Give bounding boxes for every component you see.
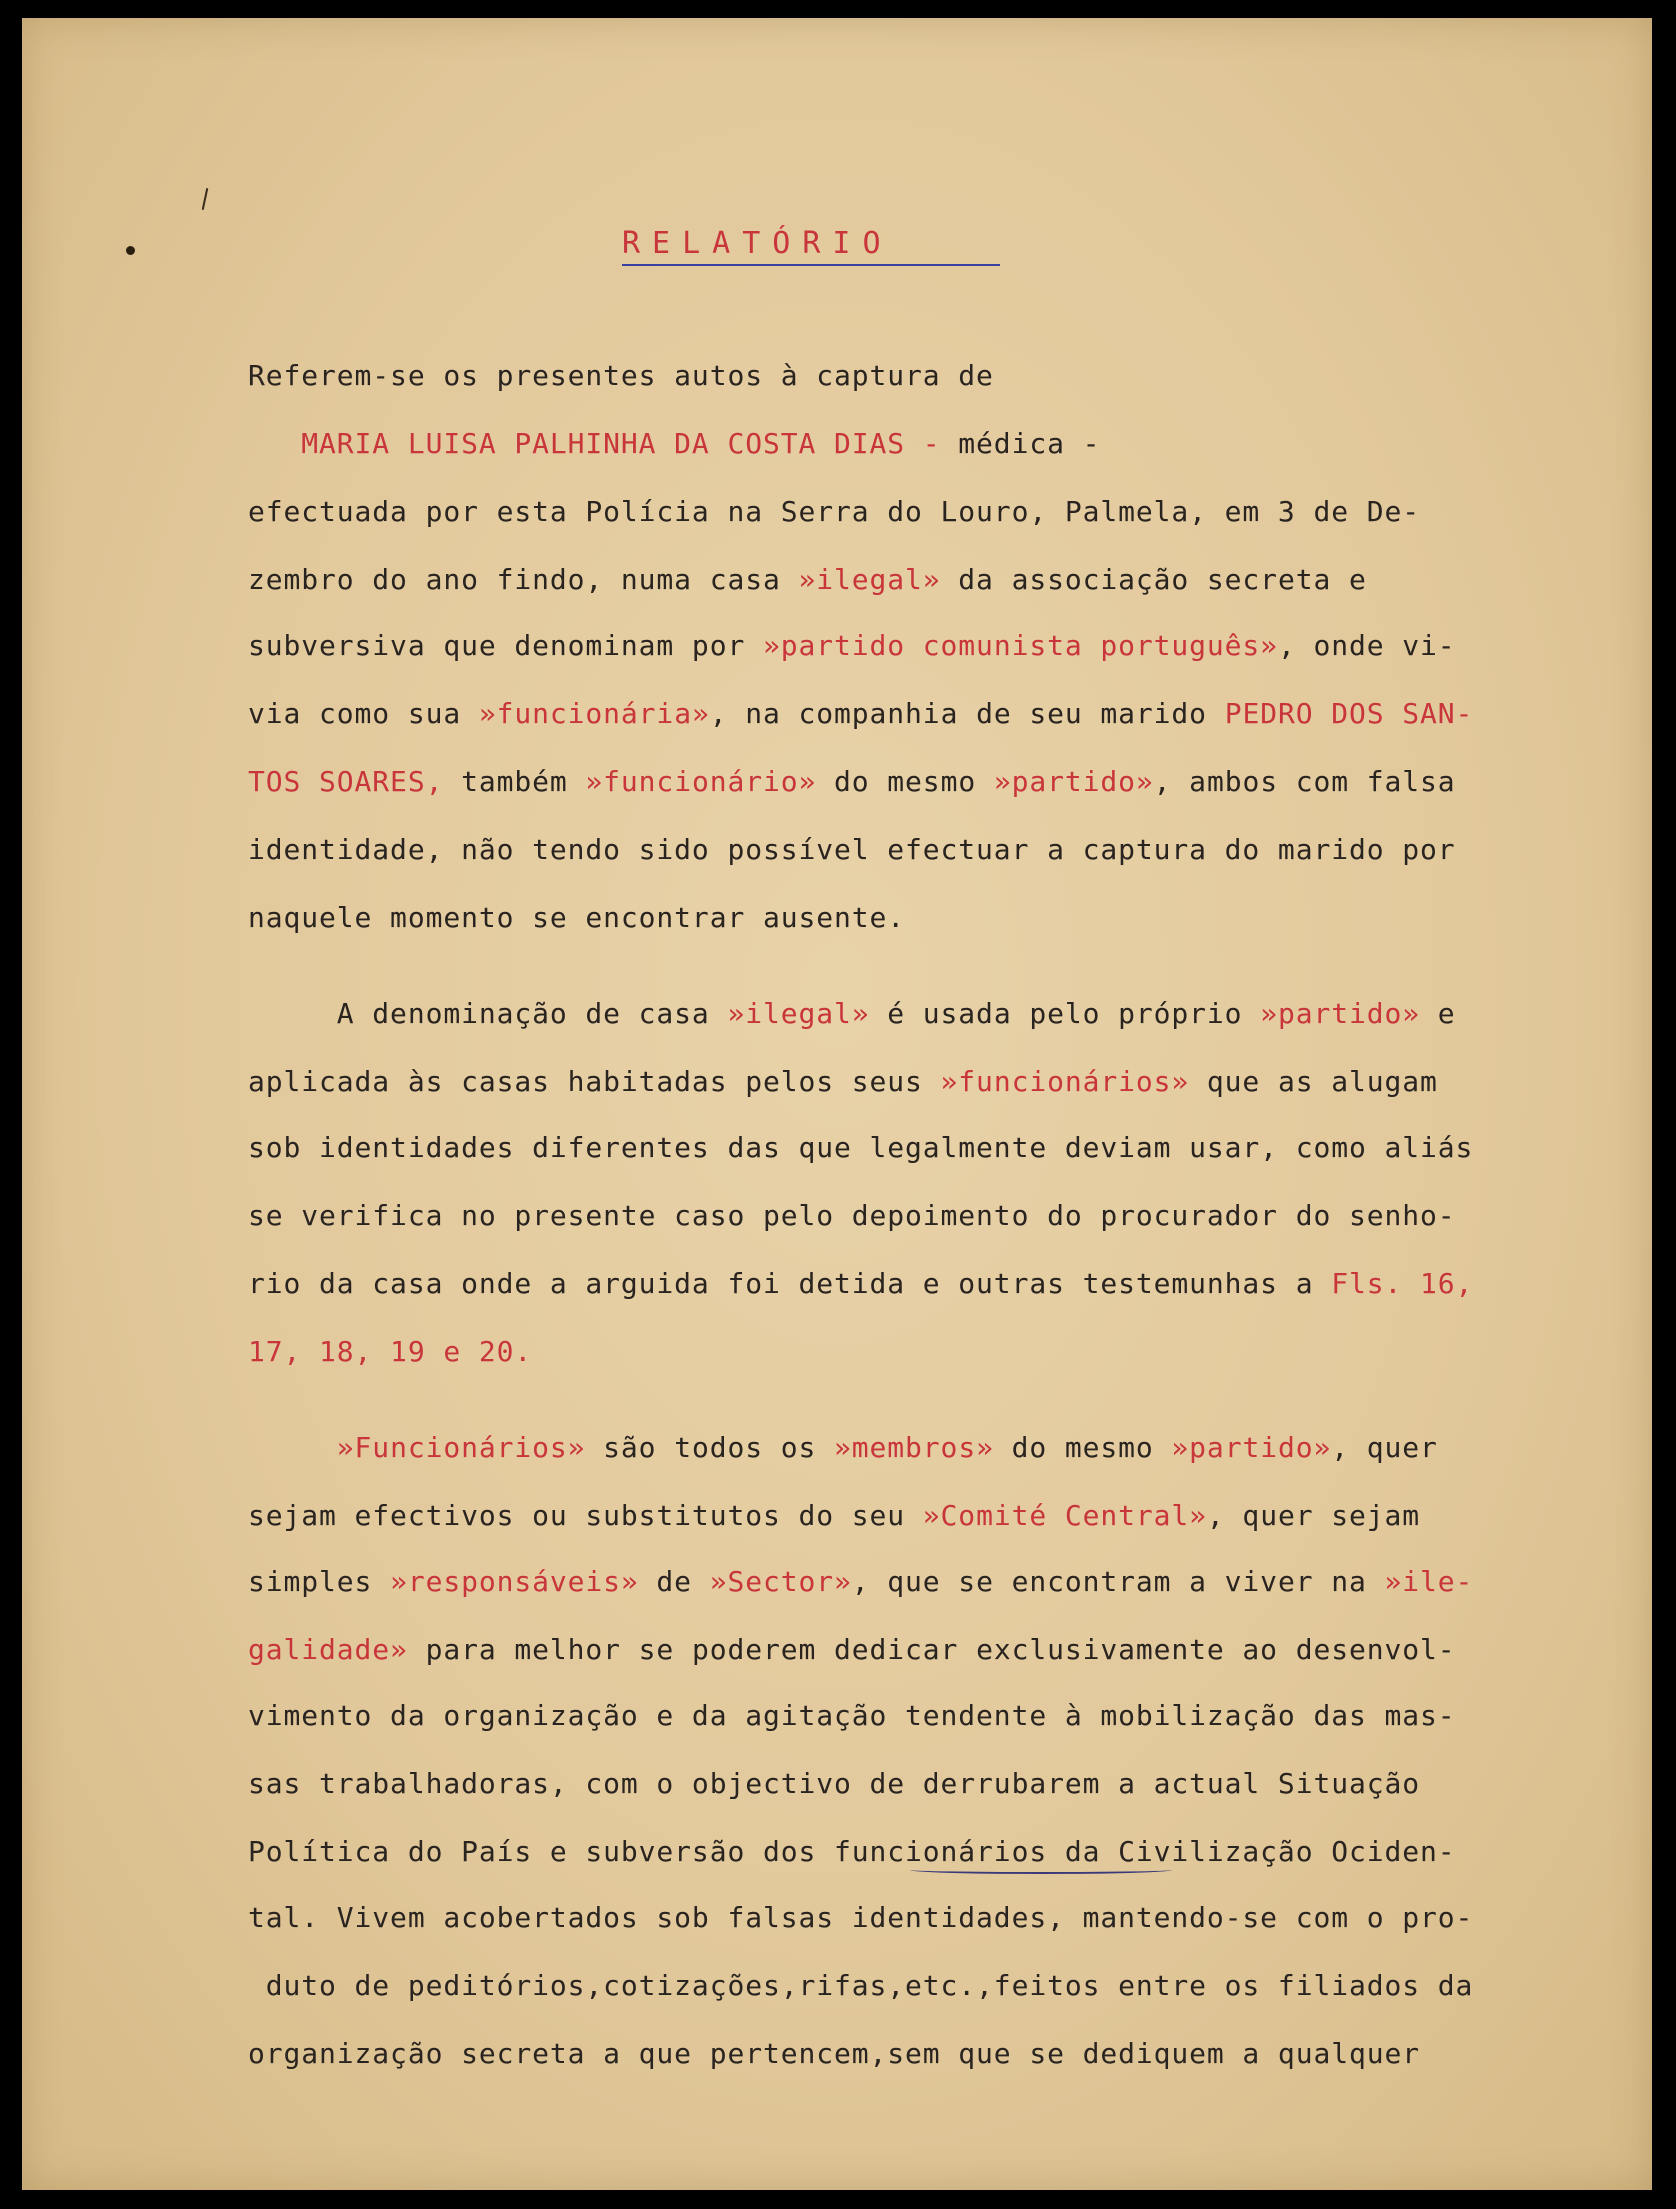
text-segment: da associação secreta e xyxy=(940,563,1367,596)
text-line xyxy=(248,1835,1456,1868)
red-text-segment: »responsáveis» xyxy=(390,1565,639,1598)
text-segment: naquele momento se encontrar ausente. xyxy=(248,901,906,934)
text-line xyxy=(248,833,1456,866)
text-segment: , onde vi- xyxy=(1277,629,1456,662)
red-text-segment: »funcionários» xyxy=(940,1065,1190,1098)
red-text-segment: »ile- xyxy=(1384,1565,1474,1598)
text-segment: médica - xyxy=(958,427,1101,460)
text-line xyxy=(248,997,1456,1030)
red-text-segment: »funcionário» xyxy=(585,765,817,798)
text-line xyxy=(248,1901,1474,1934)
text-segment: é usada pelo próprio xyxy=(869,997,1261,1030)
text-line xyxy=(248,359,994,392)
text-segment: via como sua xyxy=(248,697,479,730)
text-line xyxy=(248,629,1456,662)
red-text-segment: »Sector» xyxy=(709,1565,852,1598)
red-text-segment: »partido» xyxy=(1171,1431,1332,1464)
red-text-segment: »Comité Central» xyxy=(922,1499,1207,1532)
text-segment: sejam efectivos ou substitutos do seu xyxy=(248,1499,923,1532)
text-segment: efectuada por esta Polícia na Serra do Louro, Palmela, em 3 de De- xyxy=(248,495,1420,528)
text-line xyxy=(248,1335,533,1368)
text-line xyxy=(248,1767,1420,1800)
red-text-segment: Fls. 16, xyxy=(1331,1267,1474,1300)
red-text-segment: galidade» xyxy=(248,1633,408,1666)
punch-hole xyxy=(126,246,135,255)
text-line xyxy=(248,1431,1438,1464)
red-text-segment: »partido» xyxy=(993,765,1154,798)
red-text-segment: »ilegal» xyxy=(727,997,870,1030)
text-line xyxy=(248,1199,1456,1232)
text-segment: Política do País e subversão dos funcionários da Civilização Ociden- xyxy=(248,1835,1456,1868)
red-text-segment: TOS SOARES, xyxy=(248,765,444,798)
text-segment: , na companhia de seu marido xyxy=(709,697,1225,730)
red-text-segment: »ilegal» xyxy=(798,563,941,596)
text-segment: simples xyxy=(248,1565,391,1598)
text-segment: se verifica no presente caso pelo depoimento do procurador do senho- xyxy=(248,1199,1456,1232)
red-text-segment: »Funcionários» xyxy=(336,1431,586,1464)
text-segment: também xyxy=(443,765,586,798)
document-title: RELATÓRIO xyxy=(622,226,893,261)
text-segment: tal. Vivem acobertados sob falsas identidades, mantendo-se com o pro- xyxy=(248,1901,1474,1934)
handwritten-underline xyxy=(910,1866,1172,1874)
text-segment: duto de peditórios,cotizações,rifas,etc.,feitos entre os filiados da xyxy=(248,1969,1474,2002)
text-line xyxy=(248,2037,1420,2070)
red-text-segment: PEDRO DOS SAN- xyxy=(1224,697,1474,730)
red-text-segment: »partido» xyxy=(1260,997,1421,1030)
text-segment: subversiva que denominam por xyxy=(248,629,763,662)
text-segment: , quer sejam xyxy=(1206,1499,1421,1532)
text-segment: que as alugam xyxy=(1189,1065,1438,1098)
text-line xyxy=(248,1565,1474,1598)
text-line xyxy=(248,563,1367,596)
text-segment: do mesmo xyxy=(816,765,994,798)
text-segment: zembro do ano findo, numa casa xyxy=(248,563,799,596)
text-segment: sas trabalhadoras, com o objectivo de derrubarem a actual Situação xyxy=(248,1767,1420,1800)
text-line xyxy=(248,901,906,934)
red-text-segment: »funcionária» xyxy=(478,697,710,730)
red-text-segment: 17, 18, 19 e 20. xyxy=(248,1335,533,1368)
text-segment: sob identidades diferentes das que legalmente deviam usar, como aliás xyxy=(248,1131,1474,1164)
text-segment xyxy=(248,1431,337,1464)
text-line xyxy=(248,1969,1474,2002)
text-segment: rio da casa onde a arguida foi detida e outras testemunhas a xyxy=(248,1267,1332,1300)
text-segment: do mesmo xyxy=(993,1431,1172,1464)
text-segment: aplicada às casas habitadas pelos seus xyxy=(248,1065,941,1098)
text-line xyxy=(248,1065,1438,1098)
text-segment: para melhor se poderem dedicar exclusivamente ao desenvol- xyxy=(407,1633,1456,1666)
title-underline xyxy=(622,264,1000,266)
text-segment: , quer xyxy=(1331,1431,1438,1464)
text-segment: organização secreta a que pertencem,sem que se dediquem a qualquer xyxy=(248,2037,1420,2070)
text-segment: Referem-se os presentes autos à captura de xyxy=(248,359,994,392)
text-line xyxy=(248,1633,1456,1666)
text-line xyxy=(248,1267,1474,1300)
text-line xyxy=(248,1499,1421,1532)
text-segment: , que se encontram a viver na xyxy=(851,1565,1385,1598)
text-line xyxy=(248,697,1474,730)
text-segment: de xyxy=(638,1565,710,1598)
text-segment: A denominação de casa xyxy=(248,997,728,1030)
text-line xyxy=(248,1131,1474,1164)
text-line xyxy=(248,765,1456,798)
text-segment: identidade, não tendo sido possível efectuar a captura do marido por xyxy=(248,833,1456,866)
text-segment: são todos os xyxy=(585,1431,835,1464)
red-text-segment: MARIA LUISA PALHINHA DA COSTA DIAS - xyxy=(248,427,959,460)
red-text-segment: »membros» xyxy=(834,1431,994,1464)
red-text-segment: »partido comunista português» xyxy=(762,629,1278,662)
text-line xyxy=(248,427,1101,460)
text-segment: e xyxy=(1420,997,1456,1030)
text-segment: vimento da organização e da agitação tendente à mobilização das mas- xyxy=(248,1699,1456,1732)
text-segment: , ambos com falsa xyxy=(1153,765,1456,798)
text-line xyxy=(248,1699,1456,1732)
text-line xyxy=(248,495,1420,528)
